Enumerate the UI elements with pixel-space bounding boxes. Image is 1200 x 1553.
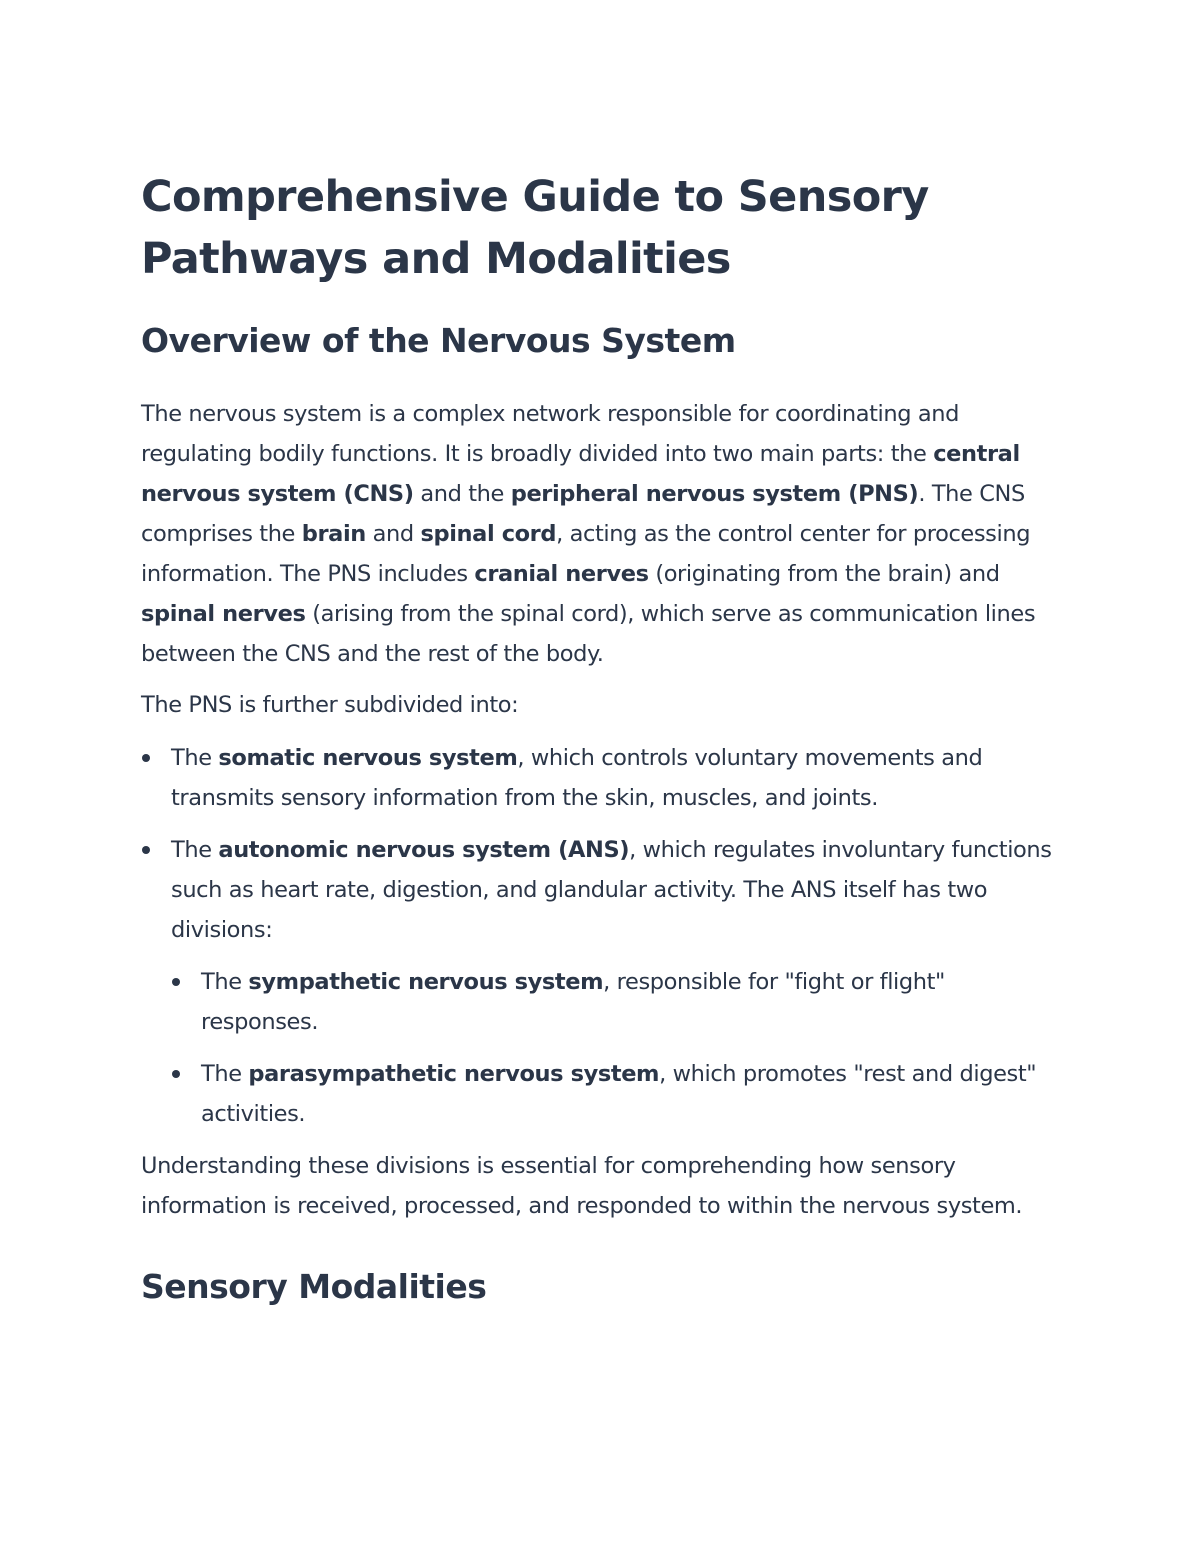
bullet-icon — [142, 754, 150, 762]
term-parasympathetic: parasympathetic nervous system — [248, 1061, 660, 1087]
paragraph-summary: Understanding these divisions is essential for comprehending how sensory information is received, processed, and responded to within the nervous system. — [141, 1153, 1023, 1219]
list-item-parasympathetic — [171, 1054, 1061, 1134]
bullet-icon — [142, 846, 150, 854]
term-pns: peripheral nervous system (PNS) — [510, 481, 919, 507]
section-heading-sensory-modalities: Sensory Modalities — [141, 1267, 487, 1306]
text-run: , acting as the control center for processing information. The PNS includes — [141, 521, 1031, 587]
text-run: and the — [413, 481, 511, 507]
text-run: The — [201, 1061, 249, 1087]
text-run: (arising from the spinal cord), which serve as communication lines between the CNS and the rest of the body. — [141, 601, 1036, 667]
text-run: , which regulates involuntary functions such as heart rate, digestion, and glandular activity. The ANS itself has two divisions: — [171, 837, 1052, 943]
paragraph-pns-intro: The PNS is further subdivided into: — [141, 692, 519, 718]
bullet-icon — [172, 1070, 180, 1078]
list-item-somatic — [141, 738, 1061, 818]
text-run: The — [171, 745, 219, 771]
text-run: (originating from the brain) and — [648, 561, 1000, 587]
text-run: , which promotes "rest and digest" activities. — [201, 1061, 1037, 1127]
bullet-icon — [172, 978, 180, 986]
text-run: The nervous system is a complex network responsible for coordinating and regulating bodily functions. It is broadly divided into two main parts: the — [141, 401, 960, 467]
pns-division-list — [141, 738, 1061, 1134]
text-run: . The CNS comprises the — [141, 481, 1025, 547]
term-spinal-cord: spinal cord — [420, 521, 557, 547]
paragraph-overview — [141, 394, 1061, 674]
text-run: The — [201, 969, 249, 995]
term-spinal-nerves: spinal nerves — [141, 601, 306, 627]
list-item-sympathetic — [171, 962, 1061, 1042]
page-title: Comprehensive Guide to Sensory Pathways and Modalities — [141, 172, 929, 284]
term-autonomic: autonomic nervous system (ANS) — [218, 837, 630, 863]
text-run: , responsible for "fight or flight" responses. — [201, 969, 946, 1035]
term-sympathetic: sympathetic nervous system — [248, 969, 604, 995]
document-page — [141, 166, 1061, 1308]
term-somatic: somatic nervous system — [218, 745, 518, 771]
term-brain: brain — [301, 521, 366, 547]
text-run: The — [171, 837, 219, 863]
ans-division-list — [171, 962, 1061, 1134]
text-run: , which controls voluntary movements and transmits sensory information from the skin, muscles, and joints. — [171, 745, 983, 811]
term-cns: central nervous system (CNS) — [141, 441, 1020, 507]
list-item-autonomic — [141, 830, 1061, 1134]
term-cranial-nerves: cranial nerves — [474, 561, 649, 587]
section-heading-overview: Overview of the Nervous System — [141, 321, 736, 360]
text-run: and — [365, 521, 421, 547]
